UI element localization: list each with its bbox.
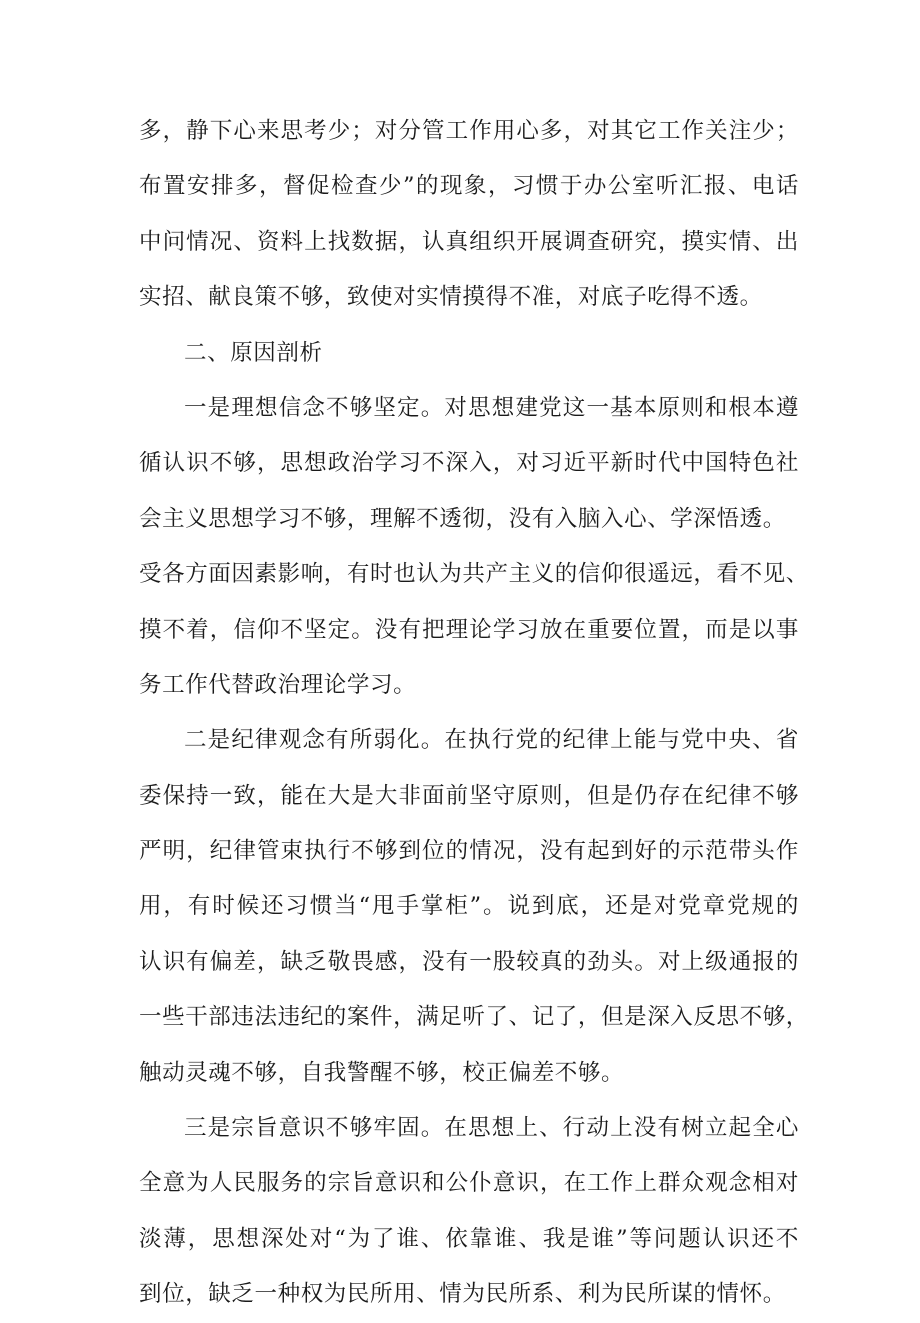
text-line: 委保持一致，能在大是大非面前坚守原则，但是仍存在纪律不够: [139, 782, 799, 809]
text-line: 多，静下心来思考少；对分管工作用心多，对其它工作关注少；: [139, 118, 799, 144]
document-body: [139, 104, 809, 1323]
text-line: 循认识不够，思想政治学习不深入，对习近平新时代中国特色社: [139, 450, 799, 477]
text-line: 严明，纪律管束执行不够到位的情况，没有起到好的示范带头作: [139, 838, 799, 865]
text-line: 会主义思想学习不够，理解不透彻，没有入脑入心、学深悟透。: [139, 505, 786, 532]
text-line: 受各方面因素影响，有时也认为共产主义的信仰很遥远，看不见、: [139, 561, 809, 588]
text-line: 触动灵魂不够，自我警醒不够，校正偏差不够。: [139, 1059, 625, 1086]
text-line: 一些干部违法违纪的案件，满足听了、记了，但是深入反思不够，: [139, 1004, 809, 1031]
text-line: 一是理想信念不够坚定。对思想建党这一基本原则和根本遵: [184, 394, 799, 421]
text-line: 三是宗旨意识不够牢固。在思想上、行动上没有树立起全心: [184, 1115, 799, 1142]
text-line: 二是纪律观念有所弱化。在执行党的纪律上能与党中央、省: [184, 727, 799, 754]
text-line: 到位，缺乏一种权为民所用、情为民所系、利为民所谋的情怀。: [139, 1281, 786, 1308]
text-line: 全意为人民服务的宗旨意识和公仆意识，在工作上群众观念相对: [139, 1170, 799, 1197]
text-line: 用，有时候还习惯当“甩手掌柜”。说到底，还是对党章党规的: [139, 893, 799, 920]
text-line: 务工作代替政治理论学习。: [139, 671, 417, 698]
text-line: 二、原因剖析: [184, 339, 323, 366]
text-line: 淡薄，思想深处对“为了谁、依靠谁、我是谁”等问题认识还不: [139, 1225, 799, 1252]
text-line: 中问情况、资料上找数据，认真组织开展调查研究，摸实情、出: [139, 228, 799, 255]
text-line: 认识有偏差，缺乏敬畏感，没有一股较真的劲头。对上级通报的: [139, 948, 799, 975]
text-line: 布置安排多，督促检查少”的现象，习惯于办公室听汇报、电话: [139, 173, 799, 200]
text-line: 摸不着，信仰不坚定。没有把理论学习放在重要位置，而是以事: [139, 616, 799, 643]
text-line: 实招、献良策不够，致使对实情摸得不准，对底子吃得不透。: [139, 284, 763, 311]
